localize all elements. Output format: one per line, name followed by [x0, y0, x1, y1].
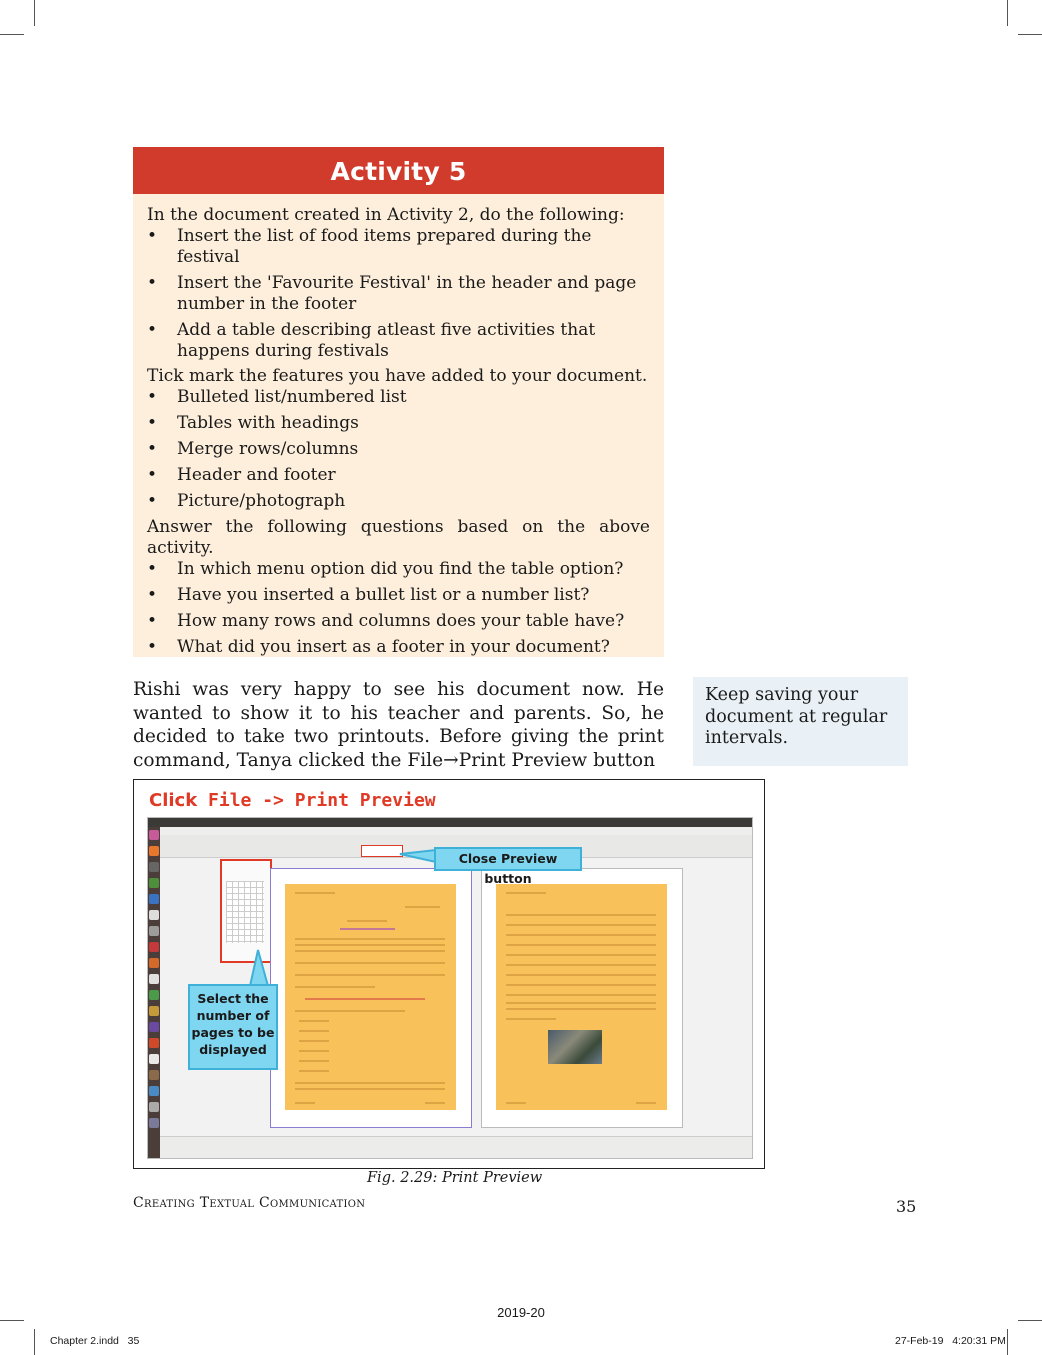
app-icon	[149, 1022, 159, 1032]
app-icon	[149, 1102, 159, 1112]
crop-mark	[1007, 0, 1008, 26]
festival-photo	[548, 1030, 602, 1064]
app-icon	[149, 1118, 159, 1128]
list-item: • What did you insert as a footer in your document?	[147, 637, 650, 658]
crop-mark	[0, 34, 24, 35]
close-preview-button[interactable]	[361, 845, 403, 857]
activity-title: Activity 5	[133, 147, 664, 194]
side-note	[693, 677, 908, 766]
report-page	[285, 884, 456, 1110]
app-icon	[149, 1070, 159, 1080]
preview-page-2	[481, 868, 683, 1128]
crop-mark	[0, 1320, 24, 1321]
app-icon	[149, 910, 159, 920]
page-grid[interactable]	[226, 881, 264, 943]
feature-list	[147, 387, 650, 512]
list-item: • Merge rows/columns	[147, 439, 650, 460]
crop-mark	[34, 0, 35, 26]
figure-print-preview	[133, 779, 765, 1169]
status-bar	[160, 1136, 752, 1159]
tick-intro: Tick mark the features you have added to your document.	[147, 366, 648, 386]
select-pages-callout: Select the number of pages to be displayed	[188, 984, 278, 1070]
list-item: • Add a table describing atleast five activities that happens during festivals	[147, 320, 650, 362]
question-list	[147, 559, 650, 658]
running-head: Creating Textual Communication	[133, 1195, 366, 1211]
task-list	[147, 226, 650, 362]
screenshot	[147, 817, 753, 1159]
app-icon	[149, 926, 159, 936]
crop-mark	[1018, 1320, 1042, 1321]
app-icon	[149, 1054, 159, 1064]
list-item: • Bulleted list/numbered list	[147, 387, 650, 408]
list-item: • Tables with headings	[147, 413, 650, 434]
slug-date: 27-Feb-19 4:20:31 PM	[895, 1335, 1006, 1347]
slug-file: Chapter 2.indd 35	[50, 1335, 140, 1347]
callout-pointer	[398, 848, 438, 864]
page-number: 35	[896, 1197, 917, 1216]
figure-title-rest: File -> Print Preview	[197, 790, 436, 811]
launcher-bar	[148, 827, 160, 1158]
app-icon	[149, 1086, 159, 1096]
activity-body	[133, 194, 664, 658]
list-item: • How many rows and columns does your table have?	[147, 611, 650, 632]
edition-year: 2019-20	[497, 1305, 545, 1320]
list-item: • Have you inserted a bullet list or a number list?	[147, 585, 650, 606]
body-paragraph: Rishi was very happy to see his document now. He wanted to show it to his teacher and parents. So, he decided to take two printouts. Before giving the print command, Tanya clicked the File→Print Preview button	[133, 679, 664, 771]
figure-caption: Fig. 2.29: Print Preview	[367, 1170, 543, 1186]
app-icon	[149, 862, 159, 872]
app-icon	[149, 958, 159, 968]
app-icon	[149, 846, 159, 856]
list-item: • In which menu option did you find the table option?	[147, 559, 650, 580]
list-item: • Header and footer	[147, 465, 650, 486]
figure-title	[149, 790, 436, 811]
crop-mark	[1018, 34, 1042, 35]
crop-mark	[34, 1329, 35, 1355]
app-icon	[149, 894, 159, 904]
side-note-text: Keep saving your document at regular intervals.	[705, 685, 888, 748]
list-item: • Insert the list of food items prepared during the festival	[147, 226, 650, 268]
app-icon	[149, 830, 159, 840]
activity-box	[133, 147, 664, 657]
app-icon	[149, 974, 159, 984]
app-icon	[149, 1038, 159, 1048]
window-titlebar	[148, 818, 752, 827]
menu-bar	[160, 827, 752, 835]
app-icon	[149, 990, 159, 1000]
list-item: • Picture/photograph	[147, 491, 650, 512]
report-page	[496, 884, 667, 1110]
figure-title-click: Click	[149, 790, 198, 811]
close-preview-callout: Close Preview button	[434, 847, 582, 871]
preview-page-1	[270, 868, 472, 1128]
app-icon	[149, 942, 159, 952]
app-icon	[149, 878, 159, 888]
list-item: • Insert the 'Favourite Festival' in the header and page number in the footer	[147, 273, 650, 315]
questions-intro-cont: activity.	[147, 538, 214, 558]
callout-pointer	[228, 948, 288, 988]
crop-mark	[1007, 1329, 1008, 1355]
questions-intro: Answer the following questions based on the above	[147, 517, 650, 537]
app-icon	[149, 1006, 159, 1016]
activity-intro: In the document created in Activity 2, do the following:	[147, 205, 625, 225]
